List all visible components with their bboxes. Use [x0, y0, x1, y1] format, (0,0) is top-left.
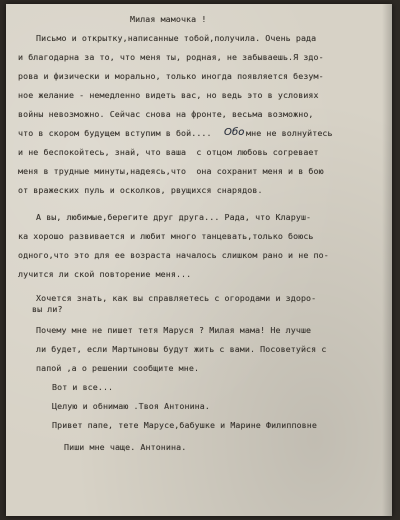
letter-line: войны невозможно. Сейчас снова на фронте, весьма возможно,	[18, 109, 314, 119]
letter-line: ное желание - немедленно видеть вас, но ведь это в условиях	[18, 90, 319, 100]
handwritten-insert: Обо	[224, 127, 245, 138]
letter-line: от вражеских пуль и осколков, рвущихся снарядов.	[18, 185, 263, 195]
letter-line: и благодарна за то, что меня ты, родная, не забываешь.Я здо-	[18, 52, 324, 62]
letter-line: и не беспокойтесь, знай, что ваша с отцом любовь согревает	[18, 147, 319, 157]
letter-line: одного,что это для ее возраста началось слишком рано и не по-	[18, 250, 329, 260]
letter-line: меня в трудные минуты,надеясь,что она сохранит меня и в бою	[18, 166, 324, 176]
letter-line-tail: мне не волнуйтесь	[246, 128, 333, 138]
letter-line: Вот и все...	[52, 382, 114, 392]
letter-line: папой ,а о решении сообщите мне.	[36, 363, 200, 373]
letter-line: Пиши мне чаще. Антонина.	[64, 442, 187, 452]
letter-body	[6, 4, 392, 516]
letter-line: вы ли?	[32, 304, 63, 314]
letter-page	[6, 4, 392, 516]
letter-line: ли будет, если Мартыновы будут жить с вами. Посоветуйся с	[36, 344, 327, 354]
letter-salutation: Милая мамочка !	[130, 14, 207, 24]
letter-line: Хочется знать, как вы справляетесь с огородами и здоро-	[36, 293, 317, 303]
letter-line: Почему мне не пишет тетя Маруся ? Милая мама! Не лучше	[36, 325, 312, 335]
letter-line: рова и физически и морально, только иногда появляется безум-	[18, 71, 324, 81]
letter-line: лучится ли ской повторение меня...	[18, 269, 192, 279]
letter-line: что в скором будущем вступим в бой....	[18, 128, 212, 138]
letter-line: Привет папе, тете Марусе,бабушке и Марине Филипповне	[52, 420, 317, 430]
letter-line: ка хорошо развивается и любит много танцевать,только боюсь	[18, 231, 314, 241]
letter-line: Целую и обнимаю .Твоя Антонина.	[52, 401, 210, 411]
page-edge-shadow	[382, 4, 392, 516]
letter-line: А вы, любимые,берегите друг друга... Рада, что Кларуш-	[36, 212, 312, 222]
letter-line: Письмо и открытку,написанные тобой,получила. Очень рада	[36, 33, 317, 43]
